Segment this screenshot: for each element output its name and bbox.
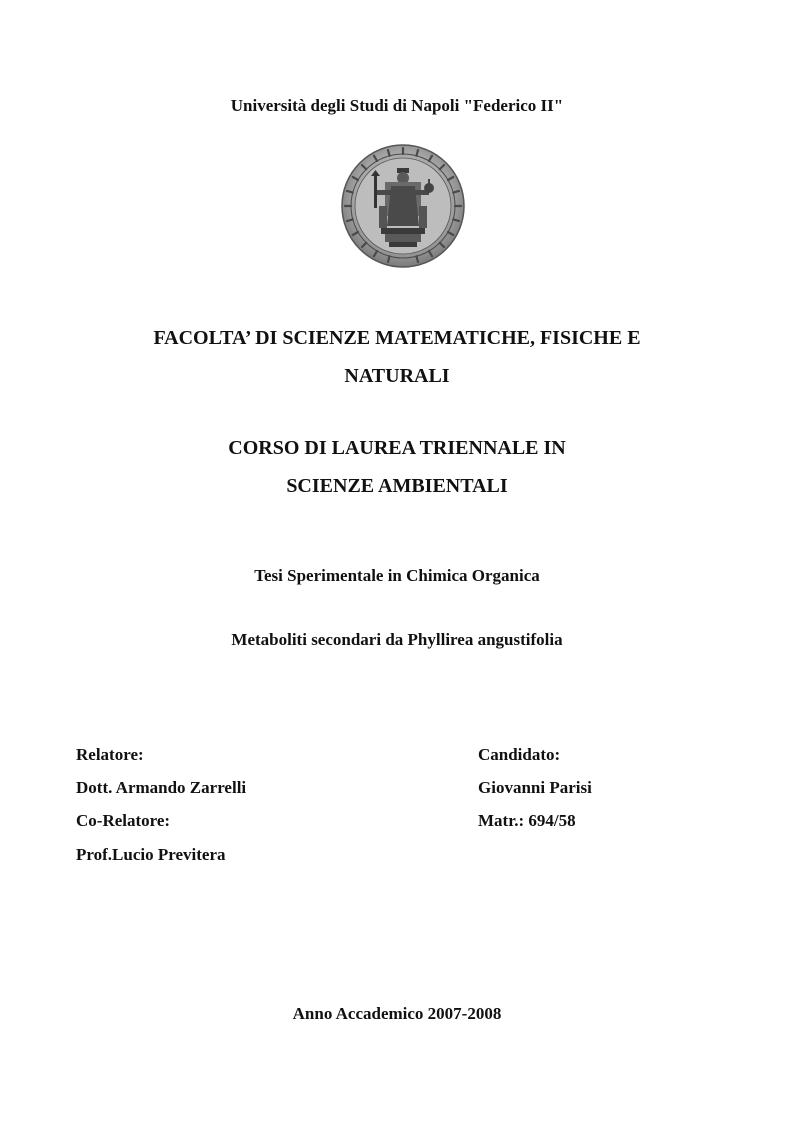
course-title-line-1: CORSO DI LAUREA TRIENNALE IN	[228, 437, 566, 459]
relatore-label: Relatore:	[76, 745, 144, 764]
faculty-title-line-1: FACOLTA’ DI SCIENZE MATEMATICHE, FISICHE E	[153, 327, 641, 349]
academic-year: Anno Accademico 2007-2008	[292, 1004, 502, 1023]
candidate-name: Giovanni Parisi	[478, 778, 592, 797]
thesis-title: Metaboliti secondari da Phyllirea angustifolia	[231, 630, 563, 649]
faculty-title-line-2: NATURALI	[344, 365, 450, 387]
university-name: Università degli Studi di Napoli "Federico II"	[230, 96, 564, 115]
university-seal-icon	[341, 144, 465, 268]
relatore-name: Dott. Armando Zarrelli	[76, 778, 247, 797]
thesis-type: Tesi Sperimentale in Chimica Organica	[254, 566, 540, 585]
course-title-line-2: SCIENZE AMBIENTALI	[286, 475, 508, 497]
candidate-label: Candidato:	[478, 745, 561, 764]
correlatore-name: Prof.Lucio Previtera	[76, 845, 226, 864]
correlatore-label: Co-Relatore:	[76, 811, 171, 830]
candidate-matricola: Matr.: 694/58	[478, 811, 576, 830]
